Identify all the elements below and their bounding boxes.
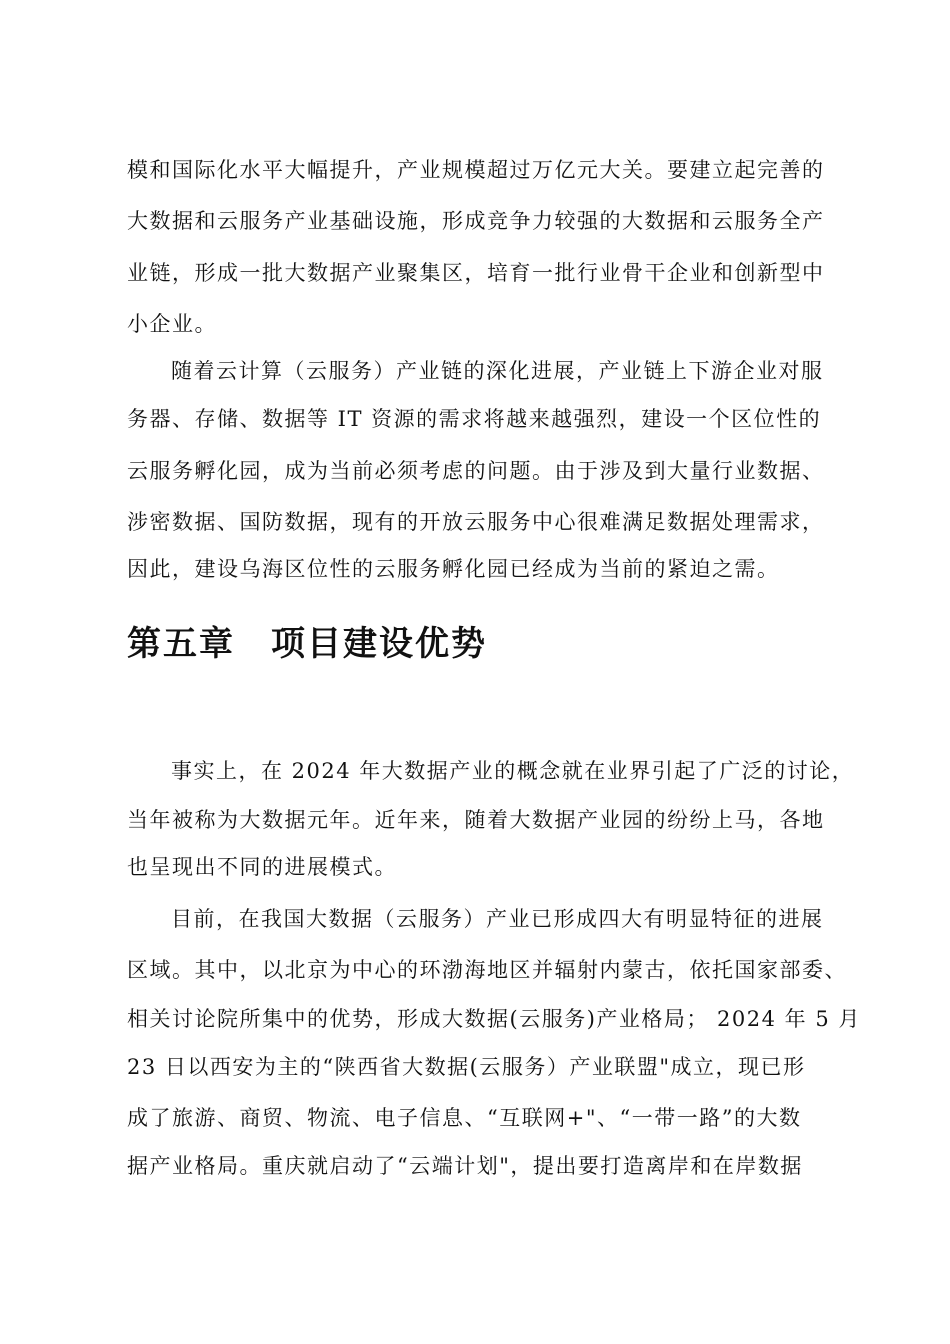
- paragraph-line: 成了旅游、商贸、物流、电子信息、“互联网+"、“一带一路”的大数: [127, 1106, 802, 1130]
- paragraph-line: 23 日以西安为主的“陕西省大数据(云服务）产业联盟"成立，现已形: [127, 1055, 806, 1079]
- paragraph-line: 据产业格局。重庆就启动了“云端计划"，提出要打造离岸和在岸数据: [127, 1154, 803, 1178]
- paragraph-line: 业链，形成一批大数据产业聚集区，培育一批行业骨干企业和创新型中: [127, 261, 825, 285]
- paragraph-line: 大数据和云服务产业基础设施，形成竞争力较强的大数据和云服务全产: [127, 209, 825, 233]
- paragraph-line: 因此，建设乌海区位性的云服务孵化园已经成为当前的紧迫之需。: [127, 557, 780, 581]
- paragraph-line: 随着云计算（云服务）产业链的深化进展，产业链上下游企业对服: [171, 359, 824, 383]
- paragraph-line: 涉密数据、国防数据，现有的开放云服务中心很难满足数据处理需求，: [127, 510, 825, 534]
- paragraph-line: 事实上，在 2024 年大数据产业的概念就在业界引起了广泛的讨论，: [171, 759, 855, 783]
- paragraph-line: 相关讨论院所集中的优势，形成大数据(云服务)产业格局； 2024 年 5 月: [127, 1007, 861, 1031]
- paragraph-line: 区域。其中，以北京为中心的环渤海地区并辐射内蒙古，依托国家部委、: [127, 958, 847, 982]
- paragraph-line: 模和国际化水平大幅提升，产业规模超过万亿元大关。要建立起完善的: [127, 158, 825, 182]
- paragraph-line: 当年被称为大数据元年。近年来，随着大数据产业园的纷纷上马，各地: [127, 808, 825, 832]
- chapter-title: 第五章 项目建设优势: [127, 624, 487, 664]
- paragraph-line: 务器、存储、数据等 IT 资源的需求将越来越强烈，建设一个区位性的: [127, 407, 822, 431]
- paragraph-line: 目前，在我国大数据（云服务）产业已形成四大有明显特征的进展: [171, 907, 824, 931]
- paragraph-line: 也呈现出不同的进展模式。: [127, 855, 397, 879]
- paragraph-line: 云服务孵化园，成为当前必须考虑的问题。由于涉及到大量行业数据、: [127, 459, 825, 483]
- paragraph-line: 小企业。: [127, 312, 217, 336]
